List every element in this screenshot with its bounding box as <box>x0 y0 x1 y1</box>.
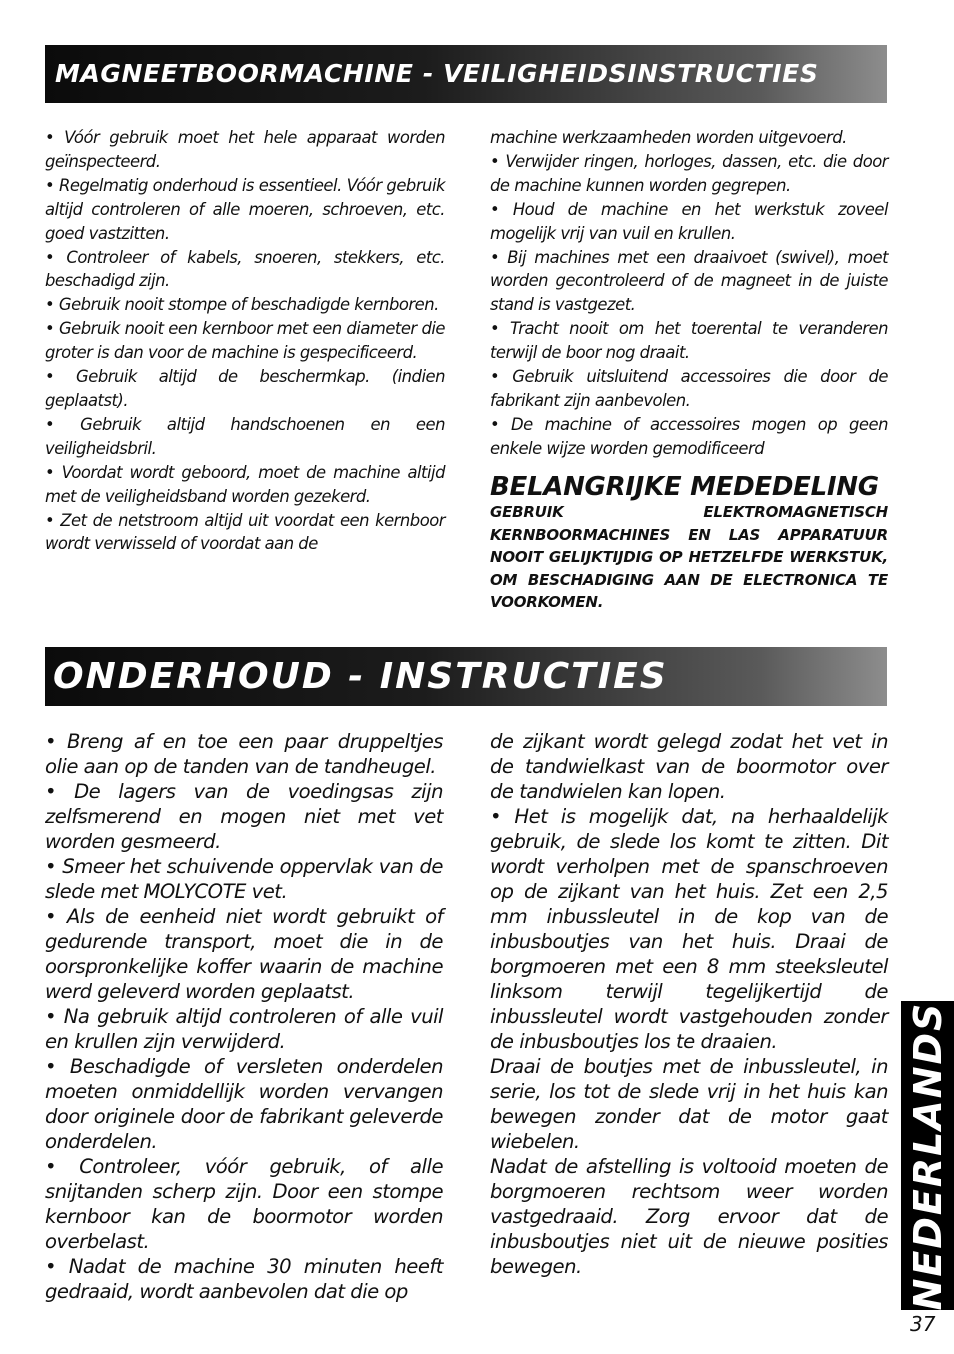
maintenance-list-left <box>45 729 443 1304</box>
list-item: • Voordat wordt geboord, moet de machine altijd met de veiligheidsband worden gezekerd. <box>45 462 445 506</box>
list-item: • De lagers van de voedingsas zijn zelfsmerend en mogen niet met vet worden gesmeerd. <box>45 780 443 853</box>
list-item: • Nadat de machine 30 minuten heeft gedraaid, wordt aanbevolen dat die op <box>45 1255 443 1303</box>
list-item: • Beschadigde of versleten onderdelen moeten onmiddellijk worden vervangen door originele door de fabrikant geleverde onderdelen. <box>45 1055 443 1153</box>
list-item: • Na gebruik altijd controleren of alle vuil en krullen zijn verwijderd. <box>45 1005 443 1053</box>
notice-body: GEBRUIK ELEKTROMAGNETISCH KERNBOORMACHINES EN LAS APPARATUUR NOOIT GELIJKTIJDIG OP HETZELFDE WERKSTUK, OM BESCHADIGING AAN DE ELECTRONICA TE VOORKOMEN. <box>490 503 888 611</box>
list-item: • Regelmatig onderhoud is essentieel. Vóór gebruik altijd controleren of alle moeren, schroeven, etc. goed vastzitten. <box>45 175 445 243</box>
language-side-tab <box>901 1001 954 1310</box>
list-item: • Controleer of kabels, snoeren, stekkers, etc. beschadigd zijn. <box>45 247 445 291</box>
list-item: • Controleer, vóór gebruik, of alle snijtanden scherp zijn. Door een stompe kernboor kan de boormotor worden overbelast. <box>45 1155 443 1253</box>
list-item: • Zet de netstroom altijd uit voordat een kernboor wordt verwisseld of voordat aan de <box>45 510 445 554</box>
notice-title: BELANGRIJKE MEDEDELING <box>490 472 879 502</box>
safety-instructions-heading: MAGNEETBOORMACHINE - VEILIGHEIDSINSTRUCTIES <box>45 45 887 103</box>
list-item: de zijkant wordt gelegd zodat het vet in de tandwielkast van de boormotor over de tandwielen kan lopen. <box>490 730 888 803</box>
list-item: Nadat de afstelling is voltooid moeten de borgmoeren rechtsom weer worden vastgedraaid. Zorg ervoor dat de inbusboutjes niet uit de nieuwe posities bewegen. <box>490 1155 888 1278</box>
list-item: • Houd de machine en het werkstuk zoveel mogelijk vrij van vuil en krullen. <box>490 199 888 243</box>
list-item: • Als de eenheid niet wordt gebruikt of gedurende transport, moet die in de oorspronkelijke koffer waarin de machine werd geleverd worden geplaatst. <box>45 905 443 1003</box>
list-item: • Gebruik uitsluitend accessoires die door de fabrikant zijn aanbevolen. <box>490 367 888 410</box>
page-number: 37 <box>910 1312 936 1336</box>
list-item: • Tracht nooit om het toerental te veranderen terwijl de boor nog draait. <box>490 319 888 363</box>
list-item: • Bij machines met een draaivoet (swivel), moet worden gecontroleerd of de magneet in de juiste stand is vastgezet. <box>490 247 888 315</box>
list-item: • Vóór gebruik moet het hele apparaat worden geïnspecteerd. <box>45 128 445 171</box>
list-item: • Verwijder ringen, horloges, dassen, etc. die door de machine kunnen worden gegrepen. <box>490 151 888 195</box>
list-item: • Gebruik nooit een kernboor met een diameter die groter is dan voor de machine is gespecificeerd. <box>45 319 445 363</box>
list-item: • Smeer het schuivende oppervlak van de slede met MOLYCOTE vet. <box>45 855 443 903</box>
maintenance-instructions-heading: ONDERHOUD - INSTRUCTIES <box>45 647 887 706</box>
list-item: • Breng af en toe een paar druppeltjes olie aan op de tanden van de tandheugel. <box>45 730 443 778</box>
safety-list-left <box>45 126 445 556</box>
language-label: NEDERLANDS <box>905 1001 950 1310</box>
safety-list-right <box>490 126 888 461</box>
list-item: • Gebruik altijd handschoenen en een veiligheidsbril. <box>45 414 445 458</box>
list-item: • Het is mogelijk dat, na herhaaldelijk gebruik, de slede los komt te zitten. Dit wordt verholpen met de spanschroeven op de zijkant van het huis. Zet een 2,5 mm inbussleutel in de kop van de inbusboutjes van het huis. Draai de borgmoeren met een 8 mm steeksleutel linksom terwijl tegelijkertijd de inbussleutel wordt vastgehouden zonder de inbusboutjes los te draaien. <box>490 805 888 1053</box>
maintenance-list-right <box>490 729 888 1279</box>
list-item: • De machine of accessoires mogen op geen enkele wijze worden gemodificeerd <box>490 414 888 458</box>
important-notice <box>490 473 888 614</box>
list-item: Draai de boutjes met de inbussleutel, in serie, los tot de slede vrij in het huis kan bewegen zonder dat de motor gaat wiebelen. <box>490 1055 888 1153</box>
list-item: machine werkzaamheden worden uitgevoerd. <box>490 128 847 147</box>
list-item: • Gebruik nooit stompe of beschadigde kernboren. <box>45 295 439 315</box>
list-item: • Gebruik altijd de beschermkap. (indien geplaatst). <box>45 367 445 410</box>
